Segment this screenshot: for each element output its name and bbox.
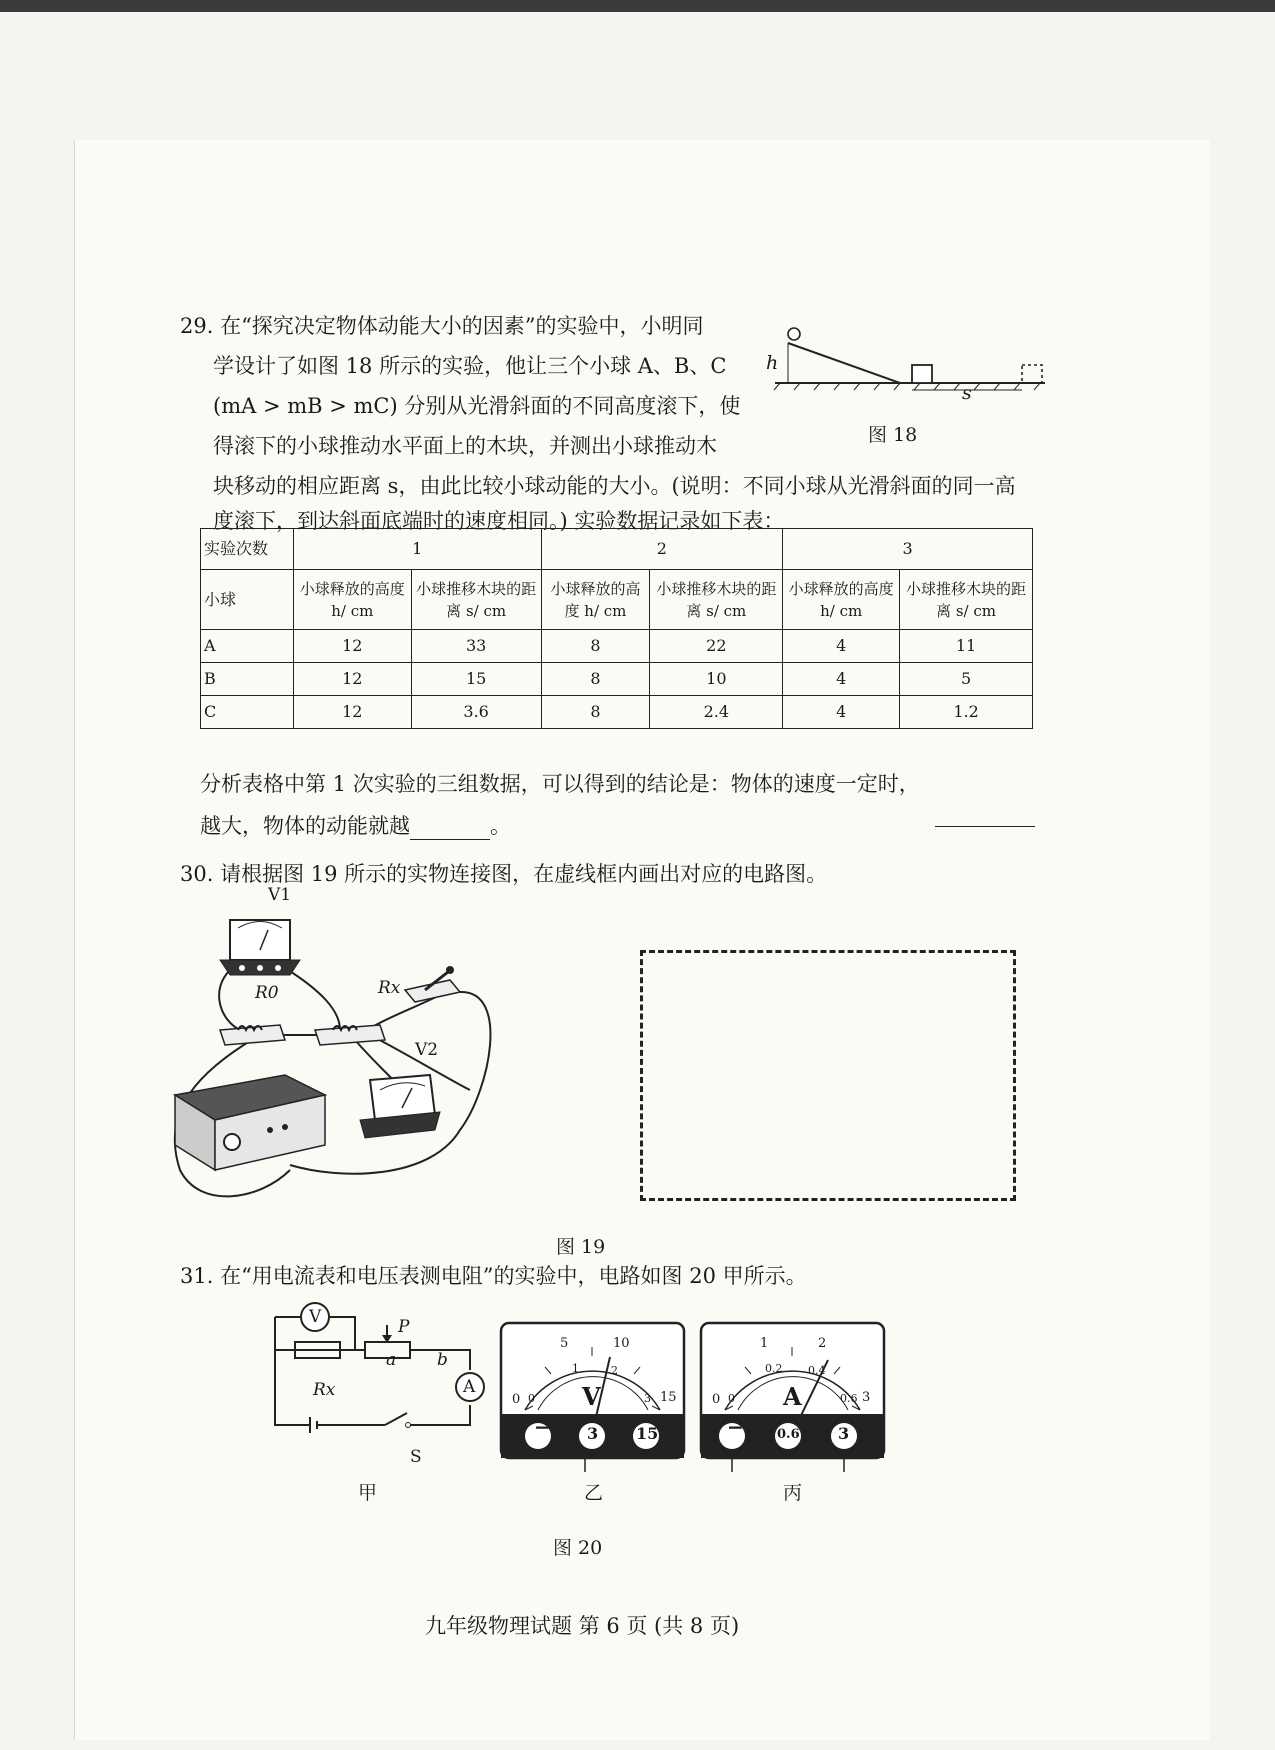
ammeter-terminal-3: 3 [838, 1424, 850, 1443]
q29-analysis-line-1: 分析表格中第 1 次实验的三组数据，可以得到的结论是：物体的速度一定时， [200, 772, 920, 796]
q29-line-1: 29. 在“探究决定物体动能大小的因素”的实验中，小明同 [180, 314, 704, 338]
table-header-trial: 实验次数 [201, 529, 294, 570]
q29-analysis-text: 越大，物体的动能就越 [200, 814, 410, 838]
scan-border [0, 0, 1275, 12]
table-cell: 12 [293, 630, 411, 663]
voltmeter-inner-3: 3 [644, 1392, 651, 1405]
resistor-rx-icon [315, 1025, 385, 1045]
ammeter-inner-0-2: 0.2 [765, 1362, 783, 1375]
table-cell: 1.2 [900, 696, 1033, 729]
table-trial-1: 1 [293, 529, 541, 570]
figure-18-incline [760, 325, 1050, 395]
answer-blank[interactable] [410, 819, 490, 840]
q29-analysis-line-2 [200, 812, 511, 840]
answer-drawing-box[interactable] [640, 950, 1016, 1201]
table-cell: 12 [293, 696, 411, 729]
table-cell: C [201, 696, 294, 729]
q30-text: 30. 请根据图 19 所示的实物连接图，在虚线框内画出对应的电路图。 [180, 862, 828, 886]
voltmeter-inner-1: 1 [572, 1362, 579, 1375]
circuit-label-b-end: b [437, 1350, 448, 1370]
table-cell: 12 [293, 663, 411, 696]
voltmeter-v1-icon [220, 920, 300, 975]
voltmeter-scale-10: 10 [613, 1336, 630, 1351]
table-cell: 2.4 [650, 696, 783, 729]
voltmeter-inner-2: 2 [611, 1364, 618, 1377]
circuit-label-s: S [410, 1447, 422, 1467]
table-cell: 8 [541, 696, 650, 729]
figure-20-circuit-diagram [255, 1305, 495, 1450]
table-cell: 8 [541, 630, 650, 663]
table-cell: 11 [900, 630, 1033, 663]
circuit-label-rx: Rx [313, 1380, 336, 1400]
table-trial-3: 3 [783, 529, 1033, 570]
ammeter-terminal-0-6: 0.6 [777, 1427, 800, 1442]
table-col-height: 小球释放的高度 h/ cm [783, 570, 900, 630]
table-cell: A [201, 630, 294, 663]
q29-line-4: 得滚下的小球推动水平面上的木块，并测出小球推动木 [213, 434, 717, 458]
voltmeter-scale-5: 5 [560, 1336, 569, 1351]
table-cell: 4 [783, 696, 900, 729]
voltmeter-terminal-3: 3 [587, 1424, 599, 1443]
voltmeter-scale-0: 0 [512, 1392, 521, 1407]
figure-18-caption: 图 18 [868, 424, 918, 446]
table-row [201, 630, 1033, 663]
table-cell: 8 [541, 663, 650, 696]
table-cell: 15 [411, 663, 541, 696]
resistor-r0-icon [220, 1025, 285, 1045]
q31-text: 31. 在“用电流表和电压表测电阻”的实验中，电路如图 20 甲所示。 [180, 1264, 807, 1288]
table-col-distance: 小球推移木块的距离 s/ cm [411, 570, 541, 630]
table-col-distance: 小球推移木块的距离 s/ cm [650, 570, 783, 630]
figure-19-physical-circuit [150, 880, 630, 1220]
table-row [201, 663, 1033, 696]
voltmeter-terminal-neg: − [534, 1415, 551, 1439]
circuit-label-a-end: a [386, 1350, 397, 1370]
q29-line-2: 学设计了如图 18 所示的实验，他让三个小球 A、B、C [213, 354, 727, 378]
table-col-height: 小球释放的高度 h/ cm [541, 570, 650, 630]
ammeter-inner-0-6: 0.6 [840, 1392, 858, 1405]
voltmeter-terminal-15: 15 [636, 1424, 659, 1443]
experiment-data-table [200, 528, 1033, 729]
answer-blank-long[interactable] [935, 826, 1035, 827]
table-col-height: 小球释放的高度 h/ cm [293, 570, 411, 630]
figure-19-caption: 图 19 [556, 1236, 606, 1258]
page-footer: 九年级物理试题 第 6 页 (共 8 页) [425, 1614, 740, 1638]
table-cell: 22 [650, 630, 783, 663]
table-cell: 5 [900, 663, 1033, 696]
q29-line-6: 度滚下，到达斜面底端时的速度相同。) 实验数据记录如下表： [213, 509, 785, 533]
switch-icon [405, 966, 460, 1002]
label-v2: V2 [415, 1040, 439, 1060]
ammeter-inner-0: 0 [728, 1392, 735, 1405]
figure-20-sub-bing: 丙 [783, 1482, 803, 1504]
table-header-ball: 小球 [201, 570, 294, 630]
ammeter-scale-2: 2 [818, 1336, 827, 1351]
table-cell: 4 [783, 630, 900, 663]
circuit-label-v: V [309, 1307, 322, 1327]
ammeter-scale-1: 1 [760, 1336, 769, 1351]
figure-20-sub-yi: 乙 [584, 1482, 604, 1504]
label-v1: V1 [268, 885, 292, 905]
table-trial-2: 2 [541, 529, 783, 570]
table-row [201, 696, 1033, 729]
ammeter-inner-0-4: 0.4 [808, 1364, 826, 1377]
table-cell: 33 [411, 630, 541, 663]
voltmeter-scale-15: 15 [660, 1390, 677, 1405]
q29-analysis-end: 。 [490, 814, 511, 838]
voltmeter-v2-icon [360, 1075, 440, 1138]
figure-20-sub-jia: 甲 [358, 1482, 378, 1504]
q29-line-3: (mA > mB > mC) 分别从光滑斜面的不同高度滚下，使 [213, 394, 741, 418]
ammeter-terminal-neg: − [727, 1415, 744, 1439]
ammeter-scale-3: 3 [862, 1390, 871, 1405]
figure-18-h-label: h [766, 352, 779, 374]
table-col-distance: 小球推移木块的距离 s/ cm [900, 570, 1033, 630]
power-supply-icon [175, 1075, 325, 1170]
voltmeter-inner-0: 0 [528, 1392, 535, 1405]
label-rx: Rx [378, 978, 401, 998]
label-r0: R0 [255, 983, 279, 1003]
table-cell: B [201, 663, 294, 696]
table-cell: 3.6 [411, 696, 541, 729]
figure-20-caption: 图 20 [553, 1537, 603, 1559]
ammeter-letter: A [783, 1382, 802, 1411]
circuit-label-a: A [463, 1377, 476, 1397]
table-cell: 4 [783, 663, 900, 696]
voltmeter-letter: V [582, 1382, 601, 1411]
q29-line-5: 块移动的相应距离 s，由此比较小球动能的大小。(说明：不同小球从光滑斜面的同一高 [213, 474, 1016, 498]
ammeter-scale-0: 0 [712, 1392, 721, 1407]
figure-18-s-label: s [962, 382, 972, 404]
table-cell: 10 [650, 663, 783, 696]
circuit-label-p: P [398, 1317, 410, 1337]
